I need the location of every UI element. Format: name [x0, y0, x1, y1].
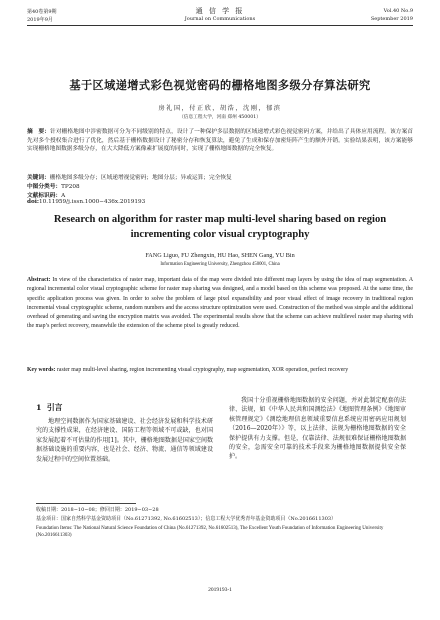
doi-value: 10.11959/j.issn.1000−436x.2019193 — [39, 199, 146, 205]
affiliation-cn: （信息工程大学，河南 郑州 450001） — [179, 115, 261, 120]
intro-paragraph-left: 地理空间数据作为国家基础建设、社会经济发展和科学技术研究的支撑性成果，在经济建设、国防工程等领域不可或缺，也对国家发展起着不可估量的作用[1]。其中，栅格地图数据是国家空间数据基础设施的重要内容，也是社会、经济、物流、通信等领域建设发展过程中的空间位置基础。 — [36, 418, 213, 463]
doi-line — [27, 199, 413, 205]
keywords-cn-text: 栅格地图多级分存；区域递增视觉密码；地图分层；异或运算；完全恢复 — [49, 175, 232, 181]
keywords-en-label: Key words: — [27, 367, 56, 373]
keywords-cn-label: 关键词： — [27, 175, 50, 181]
keywords-en — [27, 366, 413, 375]
classification-cn — [27, 181, 413, 190]
header-rule — [27, 25, 413, 26]
running-header — [0, 0, 440, 36]
paper-title-en: Research on algorithm for raster map multi-level sharing based on region incrementing color visual cryptography — [53, 214, 387, 240]
authors-cn: 房礼国，付正欣，胡浩，沈刚，郁滨 — [158, 105, 282, 112]
section-heading-intro — [36, 402, 62, 413]
abstract-en-label: Abstract: — [27, 277, 51, 283]
footnote-fund-cn: 基金项目：国家自然科学基金资助项目（No.61271392, No.61602513）；信息工程大学优秀青年基金资助项目（No.2016611303） — [36, 516, 337, 522]
document-code-cn — [27, 190, 413, 199]
affiliation-en: Information Engineering University, Zhengzhou 450001, China — [160, 262, 280, 267]
page-number: 2019193-1 — [208, 587, 232, 593]
date-en: September 2019 — [370, 16, 413, 22]
keywords-cn — [27, 172, 413, 181]
footnote-received: 收稿日期：2018−10−08；修回日期：2019−03−28 — [36, 507, 159, 513]
footnote-rule — [36, 503, 136, 504]
document-code-label: 文献标识码： — [27, 193, 62, 199]
authors-en: FANG Liguo, FU Zhengxin, HU Hao, SHEN Gang, YU Bin — [145, 252, 295, 259]
abstract-cn-text: 针对栅格地图中涉密数据可分为不同级别的特点，设计了一种保护多层数据的区域递增式彩色视觉密码方案，并给出了具体应用流程。该方案首先对多个授权集合进行了优化，然后基于栅格数据设计了秘密分存和恢复算法，避免了生成和保存加密矩阵产生的额外开销。实验结果表明，该方案能够实现栅格地图数据多级分存，在大大降低方案像素扩展度的同时，实现了栅格地图数据的完全恢复。 — [27, 129, 414, 152]
paper-title-cn: 基于区域递增式彩色视觉密码的栅格地图多级分存算法研究 — [69, 78, 371, 92]
date-cn: 2019年9月 — [27, 17, 53, 23]
section-title: 引言 — [46, 403, 63, 412]
abstract-cn-label: 摘 要： — [27, 129, 51, 135]
keywords-en-text: raster map multi-level sharing, region incrementing visual cryptography, map segmentation, XOR operation, perfect recovery — [56, 367, 349, 373]
abstract-en-text: In view of the characteristics of raster map, important data of the map were divided into different map layers by using the idea of map segmentation. A regional incremental color visual cryptographic scheme for raster map sharing was designed, and a model based on this scheme was proposed. At the same time, the specific application process was given. In order to solve the problem of large pixel expansibility and poor visual effect of image recovery in traditional region incremental visual cryptographic scheme, random numbers and the access structure optimization were used. Construction of the method was simple and the additional overhead of generating and saving the encryption matrix was avoided. The experimental results show that the scheme can achieve multilevel raster map sharing with the map’s perfect recovery, meanwhile the extension of the scheme pixel is greatly reduced. — [27, 277, 414, 330]
abstract-cn — [27, 128, 413, 154]
intro-paragraph-right: 我国十分重视栅格地图数据的安全问题，并对此制定配套的法律、法规，如《中华人民共和国测绘法》《地图管理条例》《地图审核管理规定》《测绘地理信息领域重要信息系统应用密码应用规划（2016—2020年）》等，以上法律、法规为栅格地图数据的安全保护提供有力支撑。但是，仅靠法律、法规很难保证栅格地图数据的安全，急需安全可靠的技术手段来为栅格地图数据提供安全保护。 — [229, 397, 406, 461]
volume-en: Vol.40 No.9 — [383, 8, 413, 14]
volume-cn: 第40卷第9期 — [27, 9, 57, 15]
classification-label: 中图分类号： — [27, 184, 62, 190]
journal-name-cn: 通 信 学 报 — [195, 7, 245, 15]
footnote-fund-en: Foundation Items: The National Natural Science Foundation of China (No.61271392, No.61602513), The Excellent Youth Foundation of Information Engineering University (No.2016611303) — [36, 526, 384, 539]
document-code-value: A — [61, 193, 66, 199]
abstract-en — [27, 276, 413, 332]
section-number: 1 — [36, 403, 42, 412]
classification-value: TP208 — [61, 184, 80, 190]
journal-name-en: Journal on Communications — [184, 16, 256, 22]
doi-label: doi: — [27, 199, 40, 205]
